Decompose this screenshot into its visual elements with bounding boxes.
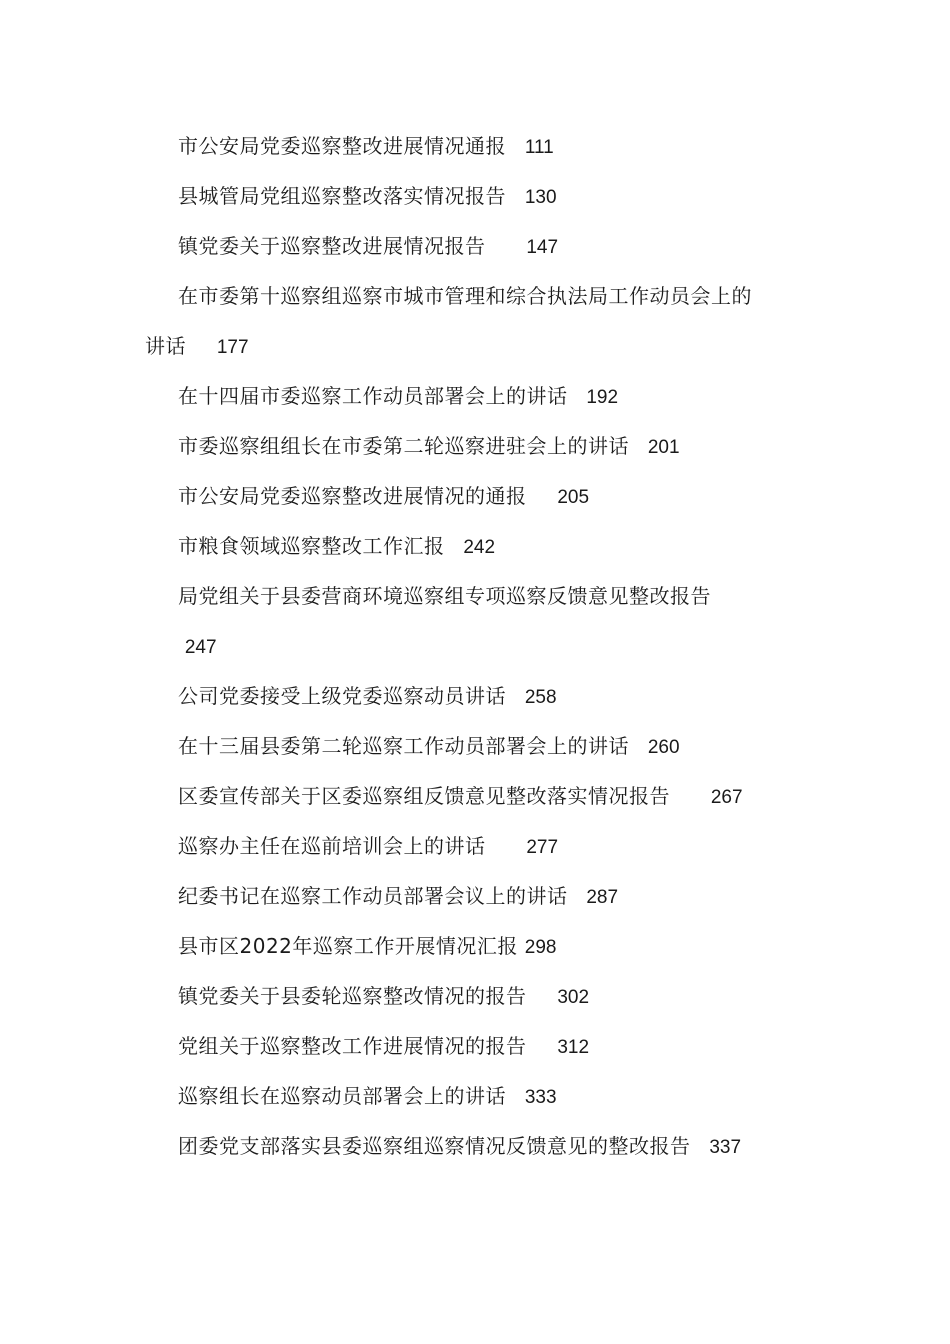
toc-entry-title: 镇党委关于县委轮巡察整改情况的报告 — [178, 984, 527, 1008]
toc-entry[interactable] — [178, 176, 557, 216]
toc-entry-page: 302 — [557, 987, 590, 1008]
toc-entry-page: 277 — [526, 837, 559, 858]
toc-entry-page: 267 — [710, 787, 743, 808]
toc-entry[interactable] — [178, 926, 556, 966]
toc-entry[interactable] — [178, 126, 554, 166]
toc-entry[interactable] — [178, 726, 680, 766]
toc-entry-title: 在十四届市委巡察工作动员部署会上的讲话 — [178, 384, 568, 408]
toc-entry-page: 287 — [586, 887, 619, 908]
toc-entry-page: 247 — [184, 637, 217, 658]
toc-entry-continuation[interactable] — [178, 626, 217, 666]
toc-entry[interactable] — [178, 426, 680, 466]
toc-entry[interactable] — [178, 226, 558, 266]
toc-entry-title: 党组关于巡察整改工作进展情况的报告 — [178, 1034, 527, 1058]
toc-entry[interactable] — [178, 676, 557, 716]
toc-entry-page: 242 — [463, 537, 496, 558]
toc-entry-page: 337 — [709, 1137, 742, 1158]
toc-entry-title: 县市区2022年巡察工作开展情况汇报 — [178, 934, 518, 958]
toc-entry-title: 县城管局党组巡察整改落实情况报告 — [178, 184, 506, 208]
toc-entry-title: 区委宣传部关于区委巡察组反馈意见整改落实情况报告 — [178, 784, 670, 808]
toc-entry-title: 局党组关于县委营商环境巡察组专项巡察反馈意见整改报告 — [178, 584, 711, 608]
toc-entry[interactable] — [178, 1126, 741, 1166]
toc-entry-page: 130 — [524, 187, 557, 208]
toc-entry-title: 纪委书记在巡察工作动员部署会议上的讲话 — [178, 884, 568, 908]
toc-entry-page: 258 — [524, 687, 557, 708]
toc-entry-title: 巡察组长在巡察动员部署会上的讲话 — [178, 1084, 506, 1108]
toc-entry-page: 192 — [586, 387, 619, 408]
toc-entry[interactable] — [178, 1076, 557, 1116]
toc-entry-title: 在十三届县委第二轮巡察工作动员部署会上的讲话 — [178, 734, 629, 758]
toc-entry-title: 市公安局党委巡察整改进展情况通报 — [178, 134, 506, 158]
toc-entry-page: 201 — [647, 437, 680, 458]
toc-entry-page: 298 — [524, 937, 557, 958]
toc-entry-title: 讲话 — [145, 334, 186, 358]
toc-entry-page: 111 — [524, 137, 554, 158]
toc-entry[interactable] — [178, 826, 558, 866]
toc-entry[interactable] — [178, 876, 618, 916]
toc-entry-page: 312 — [557, 1037, 590, 1058]
toc-entry-page: 177 — [216, 337, 249, 358]
toc-entry[interactable] — [178, 276, 759, 316]
toc-entry-title: 市公安局党委巡察整改进展情况的通报 — [178, 484, 527, 508]
toc-entry-title: 在市委第十巡察组巡察市城市管理和综合执法局工作动员会上的 — [178, 284, 752, 308]
toc-entry-title: 市粮食领域巡察整改工作汇报 — [178, 534, 445, 558]
toc-entry-title: 巡察办主任在巡前培训会上的讲话 — [178, 834, 486, 858]
toc-entry-title: 公司党委接受上级党委巡察动员讲话 — [178, 684, 506, 708]
toc-entry[interactable] — [178, 576, 718, 616]
toc-entry-page: 260 — [647, 737, 680, 758]
toc-entry-title: 市委巡察组组长在市委第二轮巡察进驻会上的讲话 — [178, 434, 629, 458]
toc-entry-page: 205 — [557, 487, 590, 508]
toc-entry[interactable] — [178, 1026, 589, 1066]
toc-entry-title: 镇党委关于巡察整改进展情况报告 — [178, 234, 486, 258]
toc-entry-title: 团委党支部落实县委巡察组巡察情况反馈意见的整改报告 — [178, 1134, 691, 1158]
toc-entry-page: 147 — [526, 237, 559, 258]
toc-entry[interactable] — [178, 976, 589, 1016]
toc-entry-page: 333 — [524, 1087, 557, 1108]
toc-entry-continuation[interactable] — [145, 326, 249, 366]
toc-entry[interactable] — [178, 476, 589, 516]
toc-entry[interactable] — [178, 376, 618, 416]
toc-entry[interactable] — [178, 776, 743, 816]
toc-entry[interactable] — [178, 526, 495, 566]
